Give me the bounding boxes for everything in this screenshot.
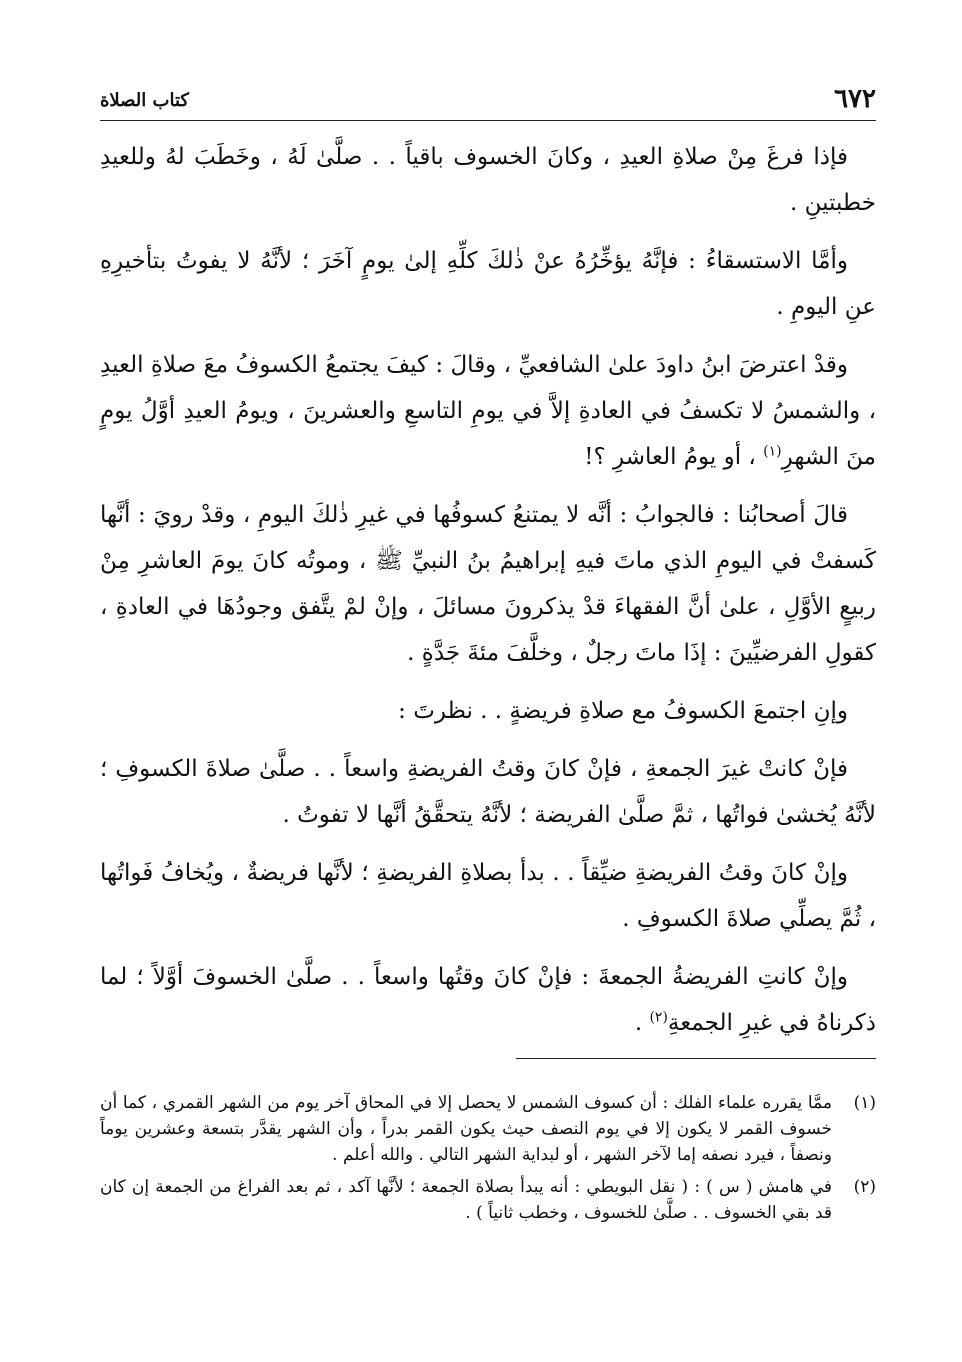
page-header xyxy=(100,80,876,121)
paragraph-text: وقدْ اعترضَ ابنُ داودَ علىٰ الشافعيِّ ، وقالَ : كيفَ يجتمعُ الكسوفُ معَ صلاةِ العيدِ ، والشمسُ لا تكسفُ في العادةِ إلاَّ في يومِ التاسعِ والعشرينَ ، ويومُ العيدِ أوَّلُ يومٍ منَ الشهرِ xyxy=(100,352,876,470)
paragraph xyxy=(100,850,876,942)
running-head: كتاب الصلاة xyxy=(100,90,189,111)
footnote-number: (٢) xyxy=(853,1177,876,1197)
paragraph xyxy=(100,238,876,330)
paragraph-text-tail: ، أو يومُ العاشرِ ؟! xyxy=(584,444,756,470)
footnote-reference[interactable]: (١) xyxy=(763,443,782,460)
footnote xyxy=(100,1090,876,1168)
footnote-number: (١) xyxy=(853,1093,876,1113)
page-number: ٦٧٢ xyxy=(834,84,876,114)
footnote-text: ممَّا يقرره علماء الفلك : أن كسوف الشمس لا يحصل إلا في المحاق آخر يوم من الشهر القمري ، كما أن خسوف القمر لا يكون إلا في يوم النصف حيث يكون القمر بدراً ، وأن الشهر يقدَّر بتسعة وعشرين يوماً ونصفاً ، فيرد نصفه إما لآخر الشهر ، أو لبداية الشهر التالي . والله أعلم . xyxy=(100,1093,832,1165)
main-text xyxy=(100,134,876,1058)
paragraph-text: وإنْ كانتِ الفريضةُ الجمعةَ : فإنْ كانَ وقتُها واسعاً . . صلَّىٰ الخسوفَ أوَّلاً ؛ لما ذكرناهُ في غيرِ الجمعةِ xyxy=(100,964,876,1036)
paragraph-text: وأمَّا الاستسقاءُ : فإنَّهُ يؤخِّرُهُ عنْ ذٰلكَ كلِّهِ إلىٰ يومٍ آخَرَ ؛ لأنَّهُ لا يفوتُ بتأخيرِهِ عنِ اليومِ . xyxy=(100,248,876,320)
paragraph xyxy=(100,688,876,734)
paragraph xyxy=(100,492,876,676)
paragraph xyxy=(100,134,876,226)
paragraph-text-tail: . xyxy=(634,1010,643,1036)
paragraph xyxy=(100,746,876,838)
footnote-text: في هامش ( س ) : ( نقل البويطي : أنه يبدأ بصلاة الجمعة ؛ لأنَّها آكد ، ثم بعد الفراغ من الجمعة إن كان قد بقي الخسوف . . صلَّىٰ للخسوف ، وخطب ثانياً ) . xyxy=(100,1177,832,1223)
paragraph xyxy=(100,342,876,480)
paragraph-text: فإذا فرغَ مِنْ صلاةِ العيدِ ، وكانَ الخسوف باقياً . . صلَّىٰ لَهُ ، وخَطَبَ لهُ وللعيدِ خطبتينِ . xyxy=(100,144,876,216)
footnote-reference[interactable]: (٢) xyxy=(649,1009,668,1026)
paragraph-text: وإنِ اجتمعَ الكسوفُ مع صلاةِ فريضةٍ . . نظرتَ : xyxy=(398,698,848,724)
footnote xyxy=(100,1174,876,1226)
paragraph-text: فإنْ كانتْ غيرَ الجمعةِ ، فإنْ كانَ وقتُ الفريضةِ واسعاً . . صلَّىٰ صلاةَ الكسوفِ ؛ لأنَّهُ يُخشىٰ فواتُها ، ثمَّ صلَّىٰ الفريضة ؛ لأنَّهُ يتحقَّقُ أنَّها لا تفوتُ . xyxy=(100,756,876,828)
paragraph xyxy=(100,954,876,1046)
paragraph-text: وإنْ كانَ وقتُ الفريضةِ ضيِّقاً . . بدأ بصلاةِ الفريضةِ ؛ لأنَّها فريضةٌ ، ويُخافُ فَواتُها ، ثُمَّ يصلِّي صلاةَ الكسوفِ . xyxy=(100,860,876,932)
footnotes xyxy=(100,1090,876,1232)
footnote-separator xyxy=(516,1058,876,1059)
paragraph-text: قالَ أصحابُنا : فالجوابُ : أنَّه لا يمتنعُ كسوفُها في غيرِ ذٰلكَ اليومِ ، وقدْ رويَ : أنَّها كَسفتْ في اليومِ الذي ماتَ فيهِ إبراهيمُ بنُ النبيِّ ﷺ ، وموتُه كانَ يومَ العاشرِ مِنْ ربيعٍ الأوَّلِ ، علىٰ أنَّ الفقهاءَ قدْ يذكرونَ مسائلَ ، وإنْ لمْ يتَّفق وجودُهَا في العادةِ ، كقولِ الفرضيِّينَ : إذَا ماتَ رجلٌ ، وخلَّفَ مئةَ جَدَّةٍ . xyxy=(100,502,876,666)
